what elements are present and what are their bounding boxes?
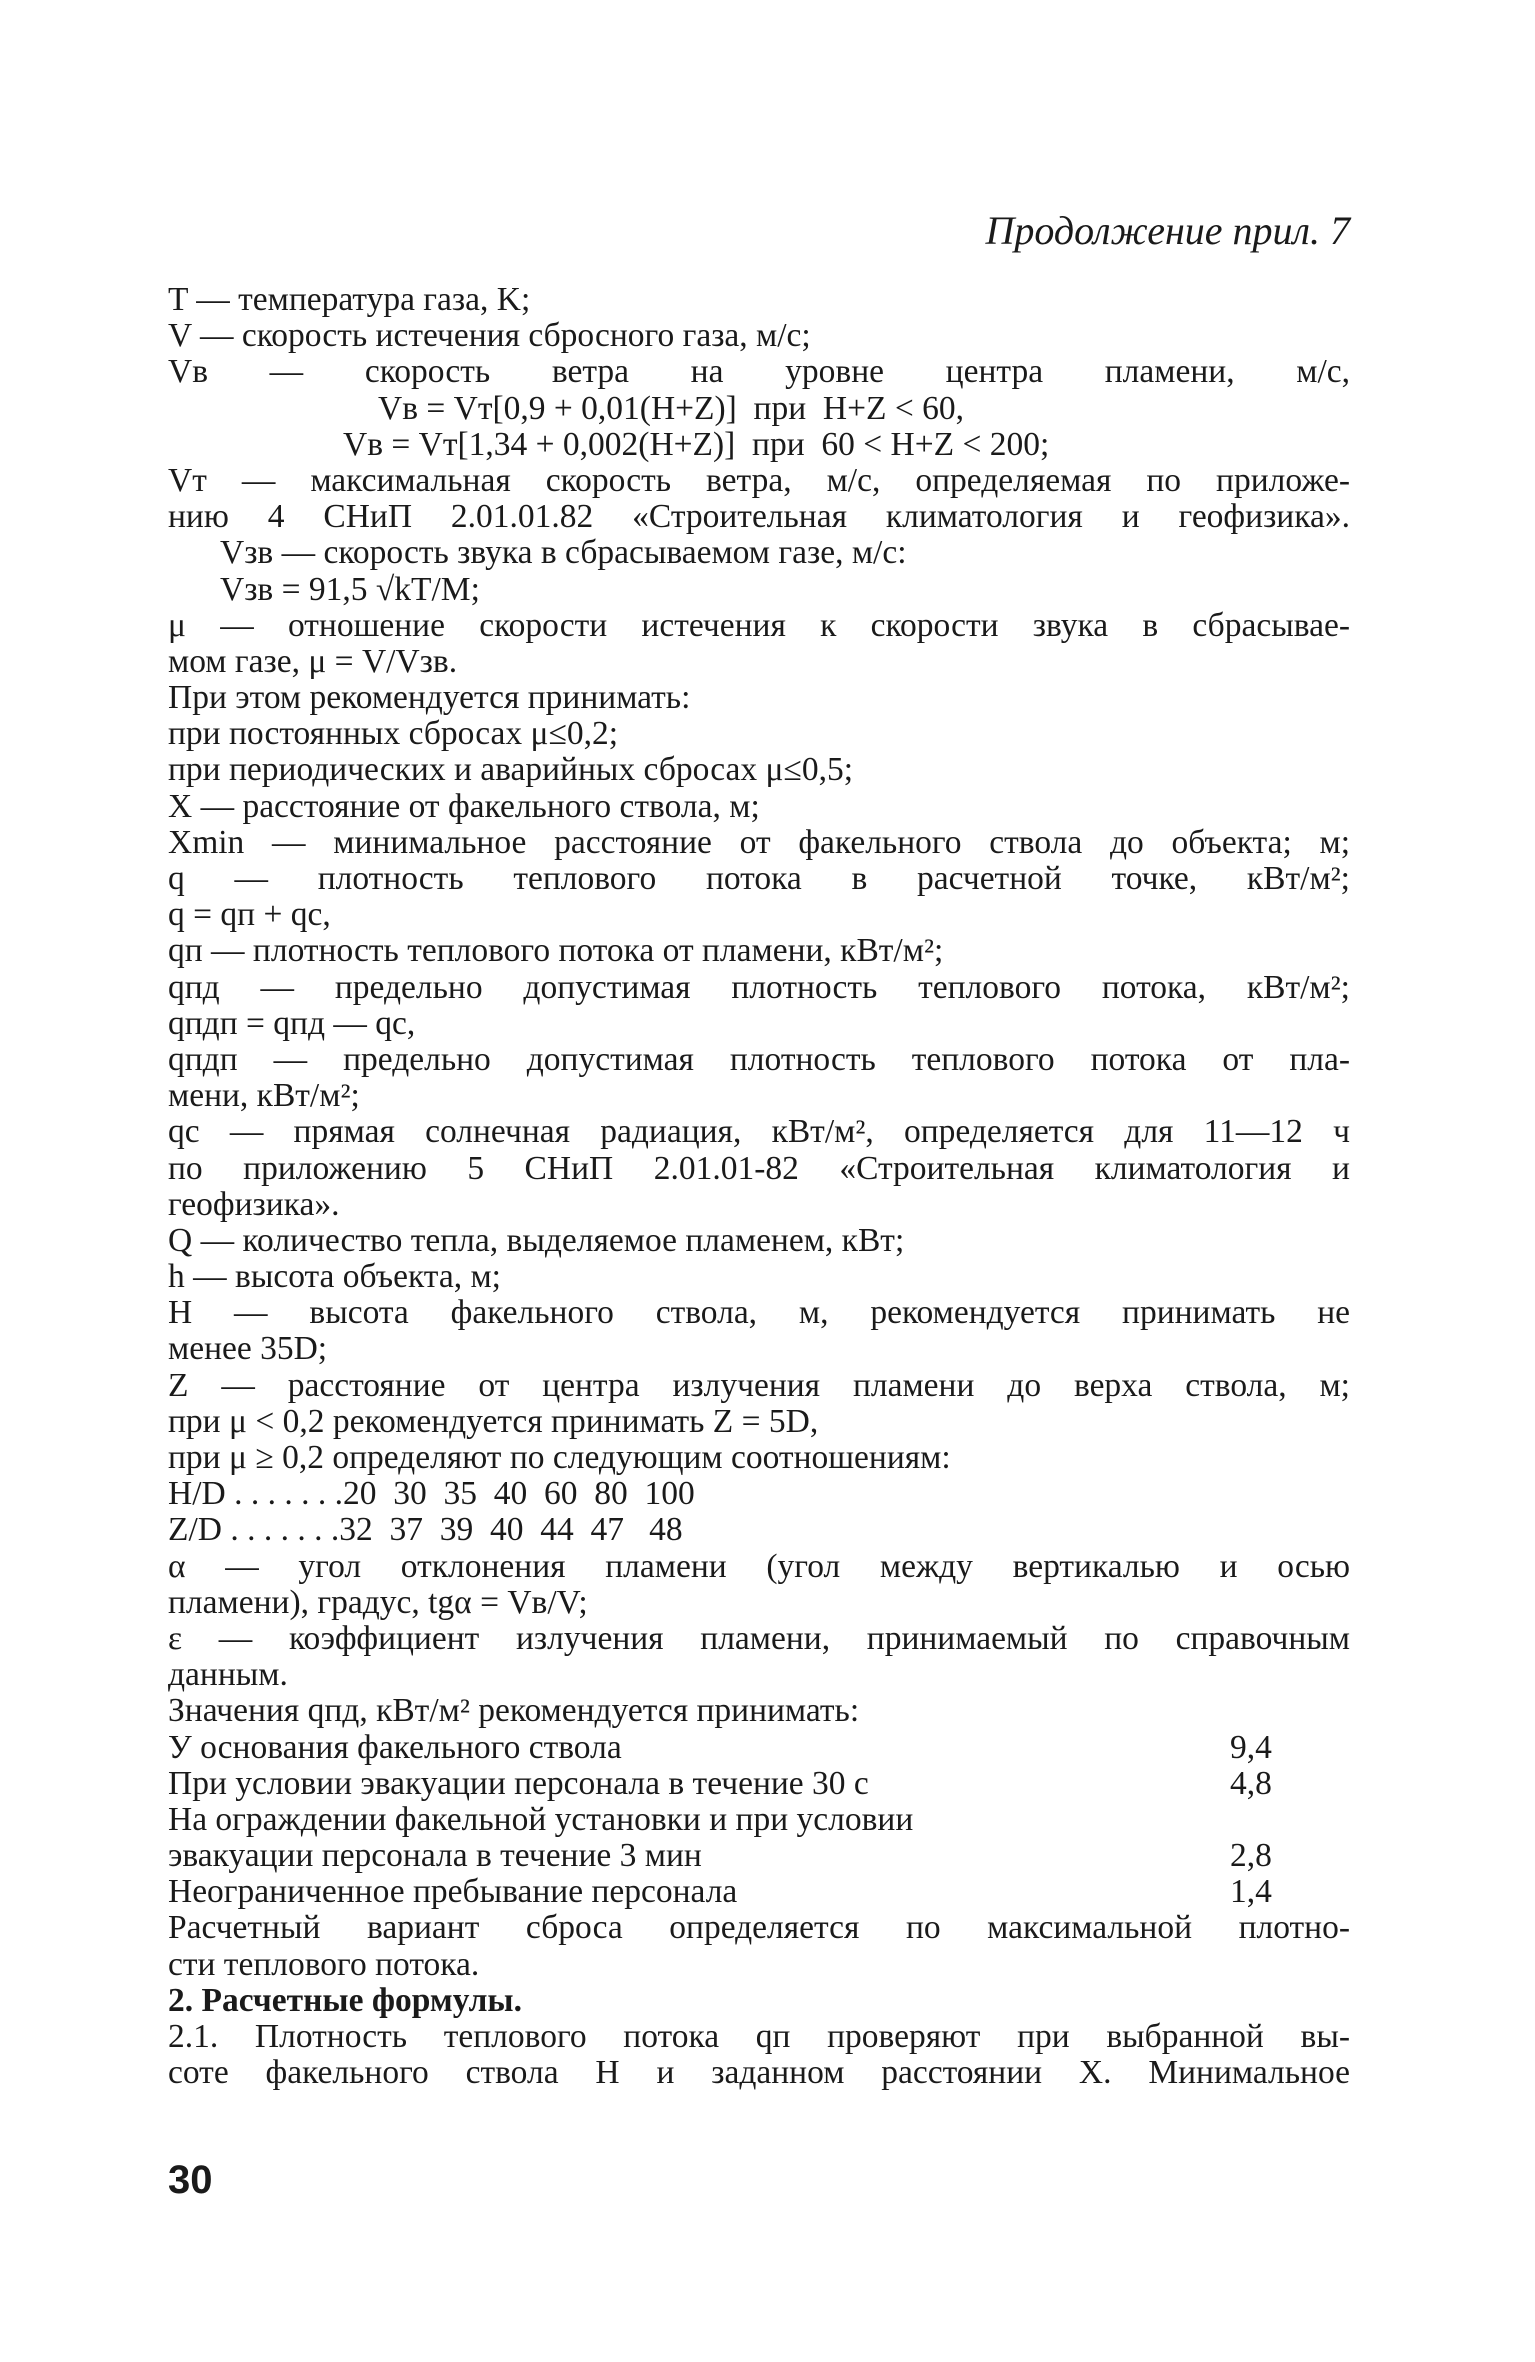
text-line: Vзв — скорость звука в сбрасываемом газе, м/с:: [220, 535, 907, 572]
table-row: [168, 1874, 1350, 1910]
text-line: Vзв = 91,5 √kT/M;: [220, 571, 480, 608]
text-line: qпд — предельно допустимая плотность теплового потока, кВт/м²;: [168, 969, 1350, 1006]
text-line: X — расстояние от факельного ствола, м;: [168, 788, 760, 825]
table-row: [168, 1766, 1350, 1802]
text-line: Xmin — минимальное расстояние от факельного ствола до объекта; м;: [168, 824, 1350, 861]
text-line: H/D . . . . . . .20 30 35 40 60 80 100: [168, 1476, 695, 1513]
text-line: q — плотность теплового потока в расчетной точке, кВт/м²;: [168, 861, 1350, 897]
text-line: соте факельного ствола H и заданном расстоянии X. Минимальное: [168, 2055, 1350, 2092]
text-line: мени, кВт/м²;: [168, 1078, 360, 1115]
row-label: На ограждении факельной установки и при условии: [168, 1800, 914, 1838]
text-line: по приложению 5 СНиП 2.01.01-82 «Строительная климатология и: [168, 1150, 1350, 1187]
text-line: V — скорость истечения сбросного газа, м/с;: [168, 318, 811, 355]
text-line: h — высота объекта, м;: [168, 1259, 501, 1296]
text-line: Q — количество тепла, выделяемое пламенем, кВт;: [168, 1222, 905, 1259]
text-line: при постоянных сбросах μ≤0,2;: [168, 716, 619, 753]
table-row: [168, 1838, 1350, 1874]
page-header: Продолжение прил. 7: [985, 208, 1350, 253]
text-line: q = qп + qс,: [168, 897, 331, 934]
text-line: qс — прямая солнечная радиация, кВт/м², определяется для 11—12 ч: [168, 1114, 1350, 1151]
text-line: Значения qпд, кВт/м² рекомендуется принимать:: [168, 1693, 860, 1730]
page-number: 30: [168, 2158, 213, 2202]
text-line: qпдп — предельно допустимая плотность теплового потока от пла-: [168, 1041, 1350, 1078]
text-line: ε — коэффициент излучения пламени, принимаемый по справочным: [168, 1620, 1350, 1657]
text-line: Vв = Vт[1,34 + 0,002(H+Z)] при 60 < H+Z < 200;: [343, 426, 1050, 463]
text-line: α — угол отклонения пламени (угол между вертикалью и осью: [168, 1548, 1350, 1585]
text-line: T — температура газа, K;: [168, 282, 531, 318]
text-line: сти теплового потока.: [168, 1946, 480, 1983]
table-row: [168, 1802, 1350, 1838]
text-line: пламени), градус, tgα = Vв/V;: [168, 1584, 588, 1621]
row-label: При условии эвакуации персонала в течение 30 с: [168, 1764, 869, 1802]
text-line: 2.1. Плотность теплового потока qп проверяют при выбранной вы-: [168, 2019, 1350, 2055]
text-line: при μ < 0,2 рекомендуется принимать Z = 5D,: [168, 1403, 819, 1440]
text-line: qп — плотность теплового потока от пламени, кВт/м²;: [168, 933, 944, 970]
row-label: эвакуации персонала в течение 3 мин: [168, 1837, 702, 1875]
text-line: Vв = Vт[0,9 + 0,01(H+Z)] при H+Z < 60,: [378, 390, 964, 427]
row-value: 9,4: [1230, 1728, 1272, 1766]
row-value: 2,8: [1230, 1837, 1272, 1875]
row-label: Неограниченное пребывание персонала: [168, 1873, 738, 1911]
text-line: При этом рекомендуется принимать:: [168, 680, 691, 717]
text-line: при периодических и аварийных сбросах μ≤0,5;: [168, 752, 853, 789]
document-body: [168, 282, 1350, 2091]
row-value: 1,4: [1230, 1873, 1272, 1911]
text-line: геофизика».: [168, 1186, 340, 1223]
table-row: [168, 1730, 1350, 1766]
text-line: Z/D . . . . . . .32 37 39 40 44 47 48: [168, 1512, 683, 1549]
text-line: Vв — скорость ветра на уровне центра пламени, м/с,: [168, 354, 1350, 391]
text-line: Z — расстояние от центра излучения пламени до верха ствола, м;: [168, 1367, 1350, 1404]
text-block: [168, 282, 1350, 1730]
row-value: 4,8: [1230, 1764, 1272, 1802]
values-table: [168, 1730, 1350, 1911]
text-line: нию 4 СНиП 2.01.01.82 «Строительная климатология и геофизика».: [168, 499, 1350, 536]
text-line: Расчетный вариант сброса определяется по максимальной плотно-: [168, 1910, 1350, 1947]
text-line: менее 35D;: [168, 1331, 328, 1368]
text-block-tail: [168, 1910, 1350, 2091]
row-label: У основания факельного ствола: [168, 1728, 622, 1766]
text-line: 2. Расчетные формулы.: [168, 1982, 522, 2019]
text-line: при μ ≥ 0,2 определяют по следующим соотношениям:: [168, 1440, 951, 1476]
text-line: мом газе, μ = V/Vзв.: [168, 643, 458, 680]
text-line: данным.: [168, 1657, 288, 1694]
text-line: H — высота факельного ствола, м, рекомендуется принимать не: [168, 1295, 1350, 1332]
text-line: μ — отношение скорости истечения к скорости звука в сбрасывае-: [168, 607, 1350, 644]
text-line: qпдп = qпд — qс,: [168, 1005, 416, 1042]
text-line: Vт — максимальная скорость ветра, м/с, определяемая по приложе-: [168, 462, 1350, 499]
